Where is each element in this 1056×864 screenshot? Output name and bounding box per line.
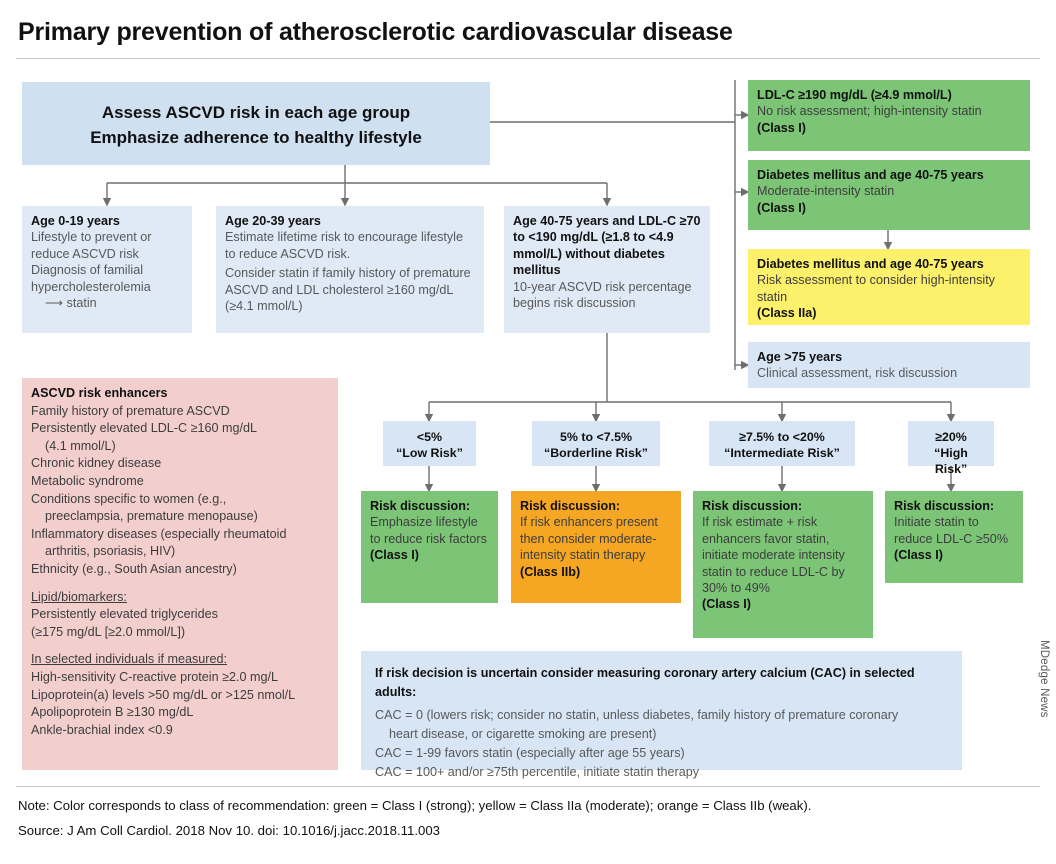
- risk-discussion-intermediate: [693, 491, 873, 638]
- risk-discussion-borderline-class: (Class IIb): [520, 564, 581, 579]
- assess-risk-line1: Assess ASCVD risk in each age group: [101, 103, 411, 122]
- risk-category-high-pct: ≥20%: [935, 430, 967, 444]
- risk-category-low: [383, 421, 476, 466]
- age-group-20-39-body2: Consider statin if family history of premature ASCVD and LDL cholesterol ≥160 mg/dL (≥4.1 mmol/L): [225, 266, 471, 314]
- risk-enhancers-selected-heading: In selected individuals if measured:: [31, 652, 228, 667]
- risk-discussion-intermediate-class: (Class I): [702, 597, 751, 612]
- age-group-40-75-body: 10-year ASCVD risk percentage begins risk discussion: [513, 279, 692, 311]
- risk-enhancers-item-5: Conditions specific to women (e.g.,: [31, 491, 227, 506]
- age-group-0-19-body: Lifestyle to prevent or reduce ASCVD risk: [31, 230, 152, 261]
- risk-discussion-high-heading: Risk discussion:: [894, 499, 995, 513]
- risk-enhancers-lipid-item-1: (≥175 mg/dL [≥2.0 mmol/L]): [31, 624, 186, 639]
- risk-enhancers-item-6: preeclampsia, premature menopause): [45, 509, 258, 524]
- risk-enhancers-item-8: arthritis, psoriasis, HIV): [45, 544, 176, 559]
- divider-bottom: [16, 786, 1040, 787]
- risk-discussion-low-class: (Class I): [370, 548, 419, 563]
- risk-category-borderline-label: “Borderline Risk”: [544, 446, 648, 460]
- risk-category-borderline: [532, 421, 660, 466]
- age-over-75-heading: Age >75 years: [757, 350, 843, 364]
- risk-category-borderline-pct: 5% to <7.5%: [560, 430, 632, 444]
- risk-category-high-label: “High Risk”: [934, 446, 968, 476]
- diabetes-moderate-heading: Diabetes mellitus and age 40-75 years: [757, 168, 984, 182]
- age-group-40-75-heading: Age 40-75 years and LDL-C ≥70 to <190 mg/dL (≥1.8 to <4.9 mmol/L) without diabetes mellitus: [513, 214, 701, 278]
- risk-discussion-borderline-body: If risk enhancers present then consider moderate-intensity statin therapy: [520, 515, 658, 563]
- cac-heading: If risk decision is uncertain consider measuring coronary artery calcium (CAC) in selected adults:: [375, 666, 915, 699]
- age-group-40-75-box: [504, 206, 710, 333]
- age-group-0-19-body3: ⟶ statin: [45, 296, 97, 311]
- age-group-0-19-heading: Age 0-19 years: [31, 214, 120, 228]
- risk-enhancers-lipid-heading: Lipid/biomarkers:: [31, 589, 127, 604]
- risk-enhancers-item-9: Ethnicity (e.g., South Asian ancestry): [31, 561, 237, 576]
- age-over-75-box: [748, 342, 1030, 388]
- risk-enhancers-lipid-item-0: Persistently elevated triglycerides: [31, 607, 218, 622]
- risk-discussion-intermediate-body: If risk estimate + risk enhancers favor statin, initiate moderate intensity statin to reduce LDL-C by 30% to 49%: [702, 515, 845, 596]
- assess-risk-box: [22, 82, 490, 165]
- risk-enhancers-item-3: Chronic kidney disease: [31, 456, 162, 471]
- risk-enhancers-item-1: Persistently elevated LDL-C ≥160 mg/dL: [31, 421, 258, 436]
- diabetes-moderate-body: Moderate-intensity statin: [757, 184, 895, 199]
- risk-discussion-intermediate-heading: Risk discussion:: [702, 499, 803, 513]
- diabetes-highintensity-box: [748, 249, 1030, 325]
- risk-enhancers-item-7: Inflammatory diseases (especially rheumatoid: [31, 526, 287, 541]
- cac-line-3: CAC = 100+ and/or ≥75th percentile, initiate statin therapy: [375, 765, 700, 779]
- divider-top: [16, 58, 1040, 59]
- footer-note: Note: Color corresponds to class of recommendation: green = Class I (strong); yellow = Class IIa (moderate); orange = Class IIb (weak).: [18, 798, 812, 813]
- risk-category-low-label: “Low Risk”: [396, 446, 463, 460]
- age-group-20-39-box: [216, 206, 484, 333]
- page-title: Primary prevention of atherosclerotic cardiovascular disease: [18, 18, 733, 46]
- risk-enhancers-item-0: Family history of premature ASCVD: [31, 403, 230, 418]
- risk-enhancers-selected-item-1: Lipoprotein(a) levels >50 mg/dL or >125 nmol/L: [31, 687, 296, 702]
- cac-box: [361, 651, 962, 779]
- risk-enhancers-heading: ASCVD risk enhancers: [31, 386, 168, 400]
- risk-category-high: [908, 421, 994, 476]
- age-group-0-19-body2: Diagnosis of familial hypercholesterolemia: [31, 263, 151, 294]
- risk-discussion-borderline-heading: Risk discussion:: [520, 499, 621, 513]
- assess-risk-line2: Emphasize adherence to healthy lifestyle: [90, 128, 422, 147]
- footer-source: Source: J Am Coll Cardiol. 2018 Nov 10. doi: 10.1016/j.jacc.2018.11.003: [18, 823, 441, 838]
- age-group-20-39-heading: Age 20-39 years: [225, 214, 321, 228]
- risk-category-intermediate-label: “Intermediate Risk”: [724, 446, 840, 460]
- risk-discussion-low: [361, 491, 498, 603]
- risk-discussion-low-heading: Risk discussion:: [370, 499, 471, 513]
- diabetes-highintensity-body: Risk assessment to consider high-intensity statin: [757, 273, 995, 304]
- ldl-190-class: (Class I): [757, 120, 806, 135]
- risk-category-intermediate-pct: ≥7.5% to <20%: [739, 430, 825, 444]
- age-group-0-19-box: [22, 206, 192, 333]
- risk-enhancers-selected-item-0: High-sensitivity C-reactive protein ≥2.0 mg/L: [31, 669, 278, 684]
- risk-enhancers-selected-item-2: Apolipoprotein B ≥130 mg/dL: [31, 705, 194, 720]
- diabetes-moderate-class: (Class I): [757, 200, 806, 215]
- age-group-20-39-body: Estimate lifetime risk to encourage lifestyle to reduce ASCVD risk.: [225, 230, 463, 261]
- risk-enhancers-item-4: Metabolic syndrome: [31, 473, 144, 488]
- risk-category-intermediate: [709, 421, 855, 466]
- risk-enhancers-selected-item-3: Ankle-brachial index <0.9: [31, 722, 173, 737]
- ldl-190-body: No risk assessment; high-intensity statin: [757, 104, 982, 119]
- age-over-75-body: Clinical assessment, risk discussion: [757, 366, 958, 381]
- credit-label: MDedge News: [1038, 640, 1050, 718]
- diabetes-highintensity-heading: Diabetes mellitus and age 40-75 years: [757, 257, 984, 271]
- risk-discussion-borderline: [511, 491, 681, 603]
- cac-line-1: heart disease, or cigarette smoking are present): [389, 727, 657, 741]
- ldl-190-heading: LDL-C ≥190 mg/dL (≥4.9 mmol/L): [757, 88, 952, 102]
- risk-discussion-high-class: (Class I): [894, 548, 943, 563]
- cac-line-2: CAC = 1-99 favors statin (especially after age 55 years): [375, 746, 685, 760]
- diabetes-highintensity-class: (Class IIa): [757, 306, 817, 321]
- risk-enhancers-item-2: (4.1 mmol/L): [45, 438, 116, 453]
- diabetes-moderate-box: [748, 160, 1030, 230]
- cac-line-0: CAC = 0 (lowers risk; consider no statin, unless diabetes, family history of premature coronary: [375, 708, 899, 722]
- ldl-190-box: [748, 80, 1030, 151]
- risk-discussion-high: [885, 491, 1023, 583]
- risk-category-low-pct: <5%: [416, 430, 443, 444]
- risk-discussion-low-body: Emphasize lifestyle to reduce risk factors: [370, 515, 487, 546]
- risk-discussion-high-body: Initiate statin to reduce LDL-C ≥50%: [894, 515, 1009, 546]
- risk-enhancers-panel: [22, 378, 338, 770]
